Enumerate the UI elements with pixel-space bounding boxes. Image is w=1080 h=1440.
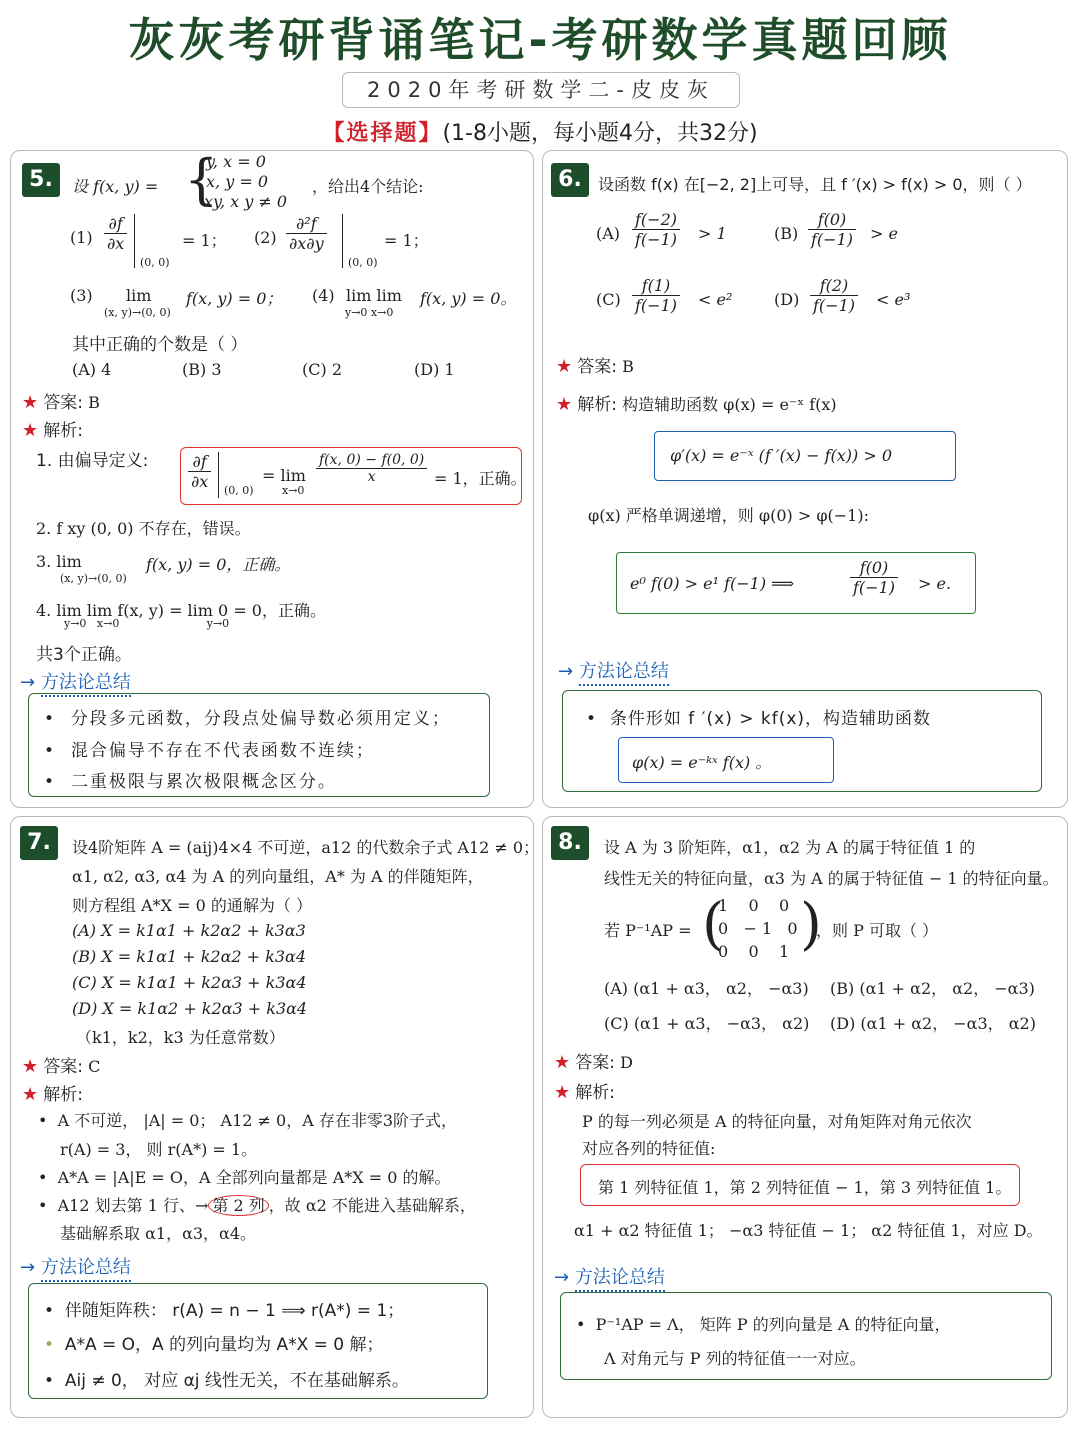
q5-c3-lim: lim [126, 286, 152, 305]
q6-analysis-row [556, 390, 837, 415]
q5-s1-den: ∂x [191, 472, 209, 491]
q7-p1a: A 不可逆， |A| = 0； A12 ≠ 0，A 存在非零3阶子式， [57, 1111, 458, 1130]
q6-box2-frac [850, 558, 898, 597]
q5-c4-label: (4) [312, 286, 335, 305]
q8-matrix-row-3: 0 0 1 [718, 942, 790, 961]
q7-point-3b: 基础解系取 α1，α3，α4。 [60, 1224, 257, 1243]
q5-opt-b: (B) 3 [182, 360, 222, 379]
subtitle: 2020年考研数学二-皮皮灰 [342, 72, 740, 108]
q5-case-1: y, x = 0 [206, 152, 266, 171]
q5-c3-under: (x, y)→(0, 0) [104, 306, 171, 319]
q5-step3-expr: f(x, y) = 0，正确。 [146, 555, 291, 574]
q5-analysis-row [22, 416, 83, 441]
q7-opt-b: (B) X = k1α1 + k2α2 + k3α4 [72, 947, 307, 966]
arrow-right-icon: → [20, 1257, 36, 1278]
q7-line-2: α1, α2, α3, α4 为 A 的列向量组，A* 为 A 的伴随矩阵， [72, 867, 484, 886]
q7-opt-c: (C) X = k1α1 + k2α3 + k3α4 [72, 973, 307, 992]
star-icon: ★ [554, 1082, 571, 1103]
q6-box2-num: f(0) [850, 558, 898, 578]
q5-opt-a: (A) 4 [72, 360, 112, 379]
q7-line-3: 则方程组 A*X = 0 的通解为（ ） [72, 896, 312, 915]
q8-opt-a: (A) (α1 + α3， α2， −α3) [604, 979, 809, 998]
q7-point-2: • A*A = |A|E = O，A 全部列向量都是 A*X = 0 的解。 [38, 1168, 451, 1187]
q5-c3-expr: f(x, y) = 0； [186, 289, 283, 308]
q6-mono: φ(x) 严格单调递增，则 φ(0) > φ(−1): [588, 506, 869, 525]
q8-answer-row [554, 1048, 633, 1073]
q5-step1-lead: 1. 由偏导定义: [36, 451, 149, 471]
q6-method-formula: φ(x) = e⁻ᵏˣ f(x) 。 [632, 753, 772, 772]
q5-c4-expr: f(x, y) = 0。 [420, 289, 517, 308]
q5-c2-label: (2) [254, 228, 277, 247]
q7-note: （k1，k2，k3 为任意常数） [76, 1028, 285, 1047]
q6-b-num: f(0) [808, 210, 856, 230]
q7-circled-column: 第 2 列 [208, 1195, 268, 1216]
bullet-icon: • [44, 1335, 55, 1355]
q8-line-3-lead: 若 P⁻¹AP = [604, 921, 692, 940]
q6-opt-b-label: (B) [774, 224, 799, 243]
analysis-label: 解析: [43, 421, 83, 441]
q6-b-den: f(−1) [811, 230, 853, 249]
q6-m1: 条件形如 f ′(x) > kf(x)，构造辅助函数 [609, 709, 932, 729]
q6-opt-c-frac [632, 276, 680, 315]
q8-matrix-close: ) [800, 892, 822, 957]
q6-opt-d-tail: < e³ [876, 290, 911, 309]
q7-p2: A*A = |A|E = O，A 全部列向量都是 A*X = 0 的解。 [57, 1168, 451, 1187]
q5-brace: { [184, 148, 219, 211]
q7-p3a-lead: A12 划去第 1 行、→ [57, 1196, 209, 1215]
q5-m1: 分段多元函数，分段点处偏导数必须用定义； [70, 709, 451, 729]
q8-opt-d: (D) (α1 + α2， −α3， α2) [830, 1014, 1036, 1033]
q8-answer: D [620, 1053, 633, 1072]
method-title: 方法论总结 [579, 661, 669, 686]
q8-m1: P⁻¹AP = Λ， 矩阵 P 的列向量是 A 的特征向量， [595, 1315, 951, 1334]
q5-method-2: • 混合偏导不存在不代表函数不连续； [44, 741, 375, 761]
q6-box2-den: f(−1) [853, 578, 895, 597]
q5-c1-label: (1) [70, 228, 93, 247]
q8-method-heading [554, 1263, 665, 1289]
q5-case-2: x, y = 0 [206, 172, 268, 191]
q8-line-3-tail: ，则 P 可取（ ） [816, 921, 939, 940]
q7-answer-row [22, 1052, 100, 1077]
q7-point-3a: • A12 划去第 1 行、→ 第 2 列 ，故 α2 不能进入基础解系， [38, 1196, 476, 1215]
q7-line-1: 设4阶矩阵 A = (aij)4×4 不可逆，a12 的代数余子式 A12 ≠ 0； [72, 838, 540, 857]
q8-matrix-row-1: 1 0 0 [718, 896, 790, 915]
q6-opt-a-label: (A) [596, 224, 621, 243]
question-number-7: 7. [20, 826, 58, 860]
q5-s1-frac-num: f(x, 0) − f(0, 0) [316, 452, 427, 469]
q5-c2-num: ∂²f [286, 214, 327, 234]
q6-opt-d-label: (D) [774, 290, 800, 309]
q7-answer: C [88, 1057, 101, 1076]
q6-opt-a-frac [632, 210, 680, 249]
q6-opt-b-frac [808, 210, 856, 249]
arrow-right-icon: → [20, 672, 36, 693]
q7-m3: Aij ≠ 0， 对应 αj 线性无关，不在基础解系。 [64, 1371, 409, 1391]
q5-c1-at: (0, 0) [140, 256, 170, 269]
section-bracket: 【选择题】 [322, 121, 443, 146]
q6-d-num: f(2) [810, 276, 858, 296]
star-icon: ★ [22, 392, 39, 413]
q5-answer: B [88, 393, 100, 412]
q7-method-3: • Aij ≠ 0， 对应 αj 线性无关，不在基础解系。 [44, 1371, 409, 1391]
q5-c2-at: (0, 0) [348, 256, 378, 269]
method-title: 方法论总结 [575, 1267, 665, 1292]
method-title: 方法论总结 [41, 1257, 131, 1282]
q7-method-1: • 伴随矩阵秩： r(A) = n − 1 ⟹ r(A*) = 1； [44, 1301, 405, 1321]
q6-opt-a-tail: > 1 [698, 224, 727, 243]
star-icon: ★ [22, 1056, 39, 1077]
q5-case-3: xy, x y ≠ 0 [204, 192, 288, 211]
q6-analysis: 构造辅助函数 φ(x) = e⁻ˣ f(x) [622, 395, 837, 414]
q5-step3-lim: 3. lim [36, 552, 82, 571]
q6-opt-c-label: (C) [596, 290, 621, 309]
q5-s1-tail: = 1，正确。 [434, 469, 527, 488]
q8-analysis-row [554, 1078, 615, 1103]
q7-opt-d: (D) X = k1α2 + k2α3 + k3α4 [72, 999, 308, 1018]
q6-c-num: f(1) [632, 276, 680, 296]
q5-c4-lim: lim lim [346, 286, 402, 305]
q7-analysis-row [22, 1080, 83, 1105]
q5-c2-partial [286, 214, 327, 253]
q5-c2-val: = 1； [384, 231, 429, 250]
q6-answer-row [556, 352, 634, 377]
question-number-8: 8. [551, 826, 589, 860]
analysis-label: 解析: [43, 1085, 83, 1105]
q6-method-1: • 条件形如 f ′(x) > kf(x)，构造辅助函数 [586, 709, 932, 729]
q6-box2-tail: > e. [918, 574, 952, 593]
q6-box1: φ′(x) = e⁻ˣ (f ′(x) − f(x)) > 0 [670, 446, 892, 465]
q6-a-num: f(−2) [632, 210, 680, 230]
star-icon: ★ [556, 356, 573, 377]
q5-s1-bar [218, 452, 219, 498]
q6-box2-lead: e⁰ f(0) > e¹ f(−1) ⟹ [630, 574, 795, 593]
q5-ask: 其中正确的个数是（ ） [72, 335, 248, 355]
q5-method-heading [20, 668, 131, 694]
star-icon: ★ [22, 420, 39, 441]
q5-c1-bar [134, 214, 135, 268]
q5-step4-under: y→0 x→0 y→0 [64, 617, 230, 630]
q5-s1-frac [316, 452, 427, 485]
q5-answer-row [22, 388, 100, 413]
q5-stem-tail: ，给出4个结论: [312, 177, 424, 196]
q5-s1-num: ∂f [188, 452, 211, 472]
q8-method-2: Λ 对角元与 P 列的特征值一一对应。 [604, 1349, 866, 1368]
q5-m2: 混合偏导不存在不代表函数不连续； [70, 741, 375, 761]
answer-label: 答案: [43, 1057, 83, 1077]
q5-method-3: • 二重极限与累次极限概念区分。 [44, 772, 337, 792]
q5-c1-val: = 1； [182, 231, 227, 250]
q8-matrix-open: ( [702, 892, 724, 957]
q6-answer: B [622, 357, 634, 376]
q8-line-1: 设 A 为 3 阶矩阵，α1，α2 为 A 的属于特征值 1 的 [604, 838, 976, 857]
q5-m3: 二重极限与累次极限概念区分。 [70, 772, 337, 792]
q5-step1-partial [188, 452, 211, 491]
question-number-5: 5. [22, 163, 60, 197]
q5-total: 共3个正确。 [36, 645, 132, 665]
q8-matrix-row-2: 0 − 1 0 [718, 919, 798, 938]
q5-c1-den: ∂x [107, 234, 125, 253]
q6-opt-d-frac [810, 276, 858, 315]
q5-opt-d: (D) 1 [414, 360, 455, 379]
q7-method-2 [44, 1330, 384, 1355]
analysis-label: 解析: [575, 1083, 615, 1103]
answer-label: 答案: [575, 1053, 615, 1073]
section-heading [0, 116, 1080, 147]
q5-step3-under: (x, y)→(0, 0) [60, 572, 127, 585]
q8-analysis-1: P 的每一列必须是 A 的特征向量，对角矩阵对角元依次 [582, 1112, 972, 1131]
q6-stem: 设函数 f(x) 在[−2, 2]上可导，且 f ′(x) > f(x) > 0，则（ ） [598, 175, 1032, 194]
q7-point-1a: • A 不可逆， |A| = 0； A12 ≠ 0，A 存在非零3阶子式， [38, 1111, 458, 1130]
analysis-label: 解析: [577, 395, 617, 415]
q5-c2-den: ∂x∂y [289, 234, 324, 253]
q8-line-2: 线性无关的特征向量，α3 为 A 的属于特征值 − 1 的特征向量。 [604, 869, 1059, 888]
answer-label: 答案: [577, 357, 617, 377]
q8-opt-b: (B) (α1 + α2， α2， −α3) [830, 979, 1035, 998]
q7-m1: 伴随矩阵秩： r(A) = n − 1 ⟹ r(A*) = 1； [64, 1301, 405, 1321]
q8-eigen-box-text: 第 1 列特征值 1，第 2 列特征值 − 1，第 3 列特征值 1。 [598, 1178, 1012, 1197]
star-icon: ★ [554, 1052, 571, 1073]
q7-method-heading [20, 1253, 131, 1279]
q6-a-den: f(−1) [635, 230, 677, 249]
q5-c2-bar [342, 214, 343, 268]
q5-c1-partial [104, 214, 127, 253]
q8-opt-c: (C) (α1 + α3， −α3， α2) [604, 1014, 810, 1033]
q6-method-heading [558, 657, 669, 683]
q5-stem-lead: 设 f(x, y) = [72, 177, 159, 196]
method-title: 方法论总结 [41, 672, 131, 697]
q5-c1-num: ∂f [104, 214, 127, 234]
star-icon: ★ [22, 1084, 39, 1105]
q7-opt-a: (A) X = k1α1 + k2α2 + k3α3 [72, 921, 306, 940]
q5-c4-under: y→0 x→0 [345, 306, 394, 319]
q5-s1-frac-den: x [367, 469, 376, 485]
section-info: (1-8小题，每小题4分，共32分) [442, 121, 758, 146]
q8-method-1: • P⁻¹AP = Λ， 矩阵 P 的列向量是 A 的特征向量， [576, 1315, 951, 1334]
q5-s1-eq: = lim [262, 466, 306, 485]
q5-s1-at: (0, 0) [224, 484, 254, 497]
arrow-right-icon: → [558, 661, 574, 682]
answer-label: 答案: [43, 393, 83, 413]
page-title: 灰灰考研背诵笔记-考研数学真题回顾 [128, 13, 952, 67]
q5-method-1: • 分段多元函数，分段点处偏导数必须用定义； [44, 709, 451, 729]
star-icon: ★ [556, 394, 573, 415]
q5-s1-under: x→0 [282, 484, 305, 497]
question-number-6: 6. [551, 163, 589, 197]
q7-m2: A*A = O，A 的列向量均为 A*X = 0 解； [64, 1335, 384, 1355]
q6-c-den: f(−1) [635, 296, 677, 315]
q6-d-den: f(−1) [813, 296, 855, 315]
q8-analysis-2: 对应各列的特征值: [582, 1139, 716, 1158]
q5-opt-c: (C) 2 [302, 360, 342, 379]
q5-c3-label: (3) [70, 286, 93, 305]
q5-step4: 4. lim lim f(x, y) = lim 0 = 0，正确。 [36, 601, 326, 620]
q5-step2: 2. f xy (0, 0) 不存在，错误。 [36, 519, 251, 538]
q6-opt-b-tail: > e [870, 224, 898, 243]
q6-opt-c-tail: < e² [698, 290, 733, 309]
arrow-right-icon: → [554, 1267, 570, 1288]
q8-analysis-3: α1 + α2 特征值 1； −α3 特征值 − 1； α2 特征值 1，对应 D。 [574, 1221, 1043, 1240]
q7-p3a-tail: ，故 α2 不能进入基础解系， [268, 1196, 476, 1215]
q7-point-1b: r(A) = 3， 则 r(A*) = 1。 [60, 1140, 258, 1159]
